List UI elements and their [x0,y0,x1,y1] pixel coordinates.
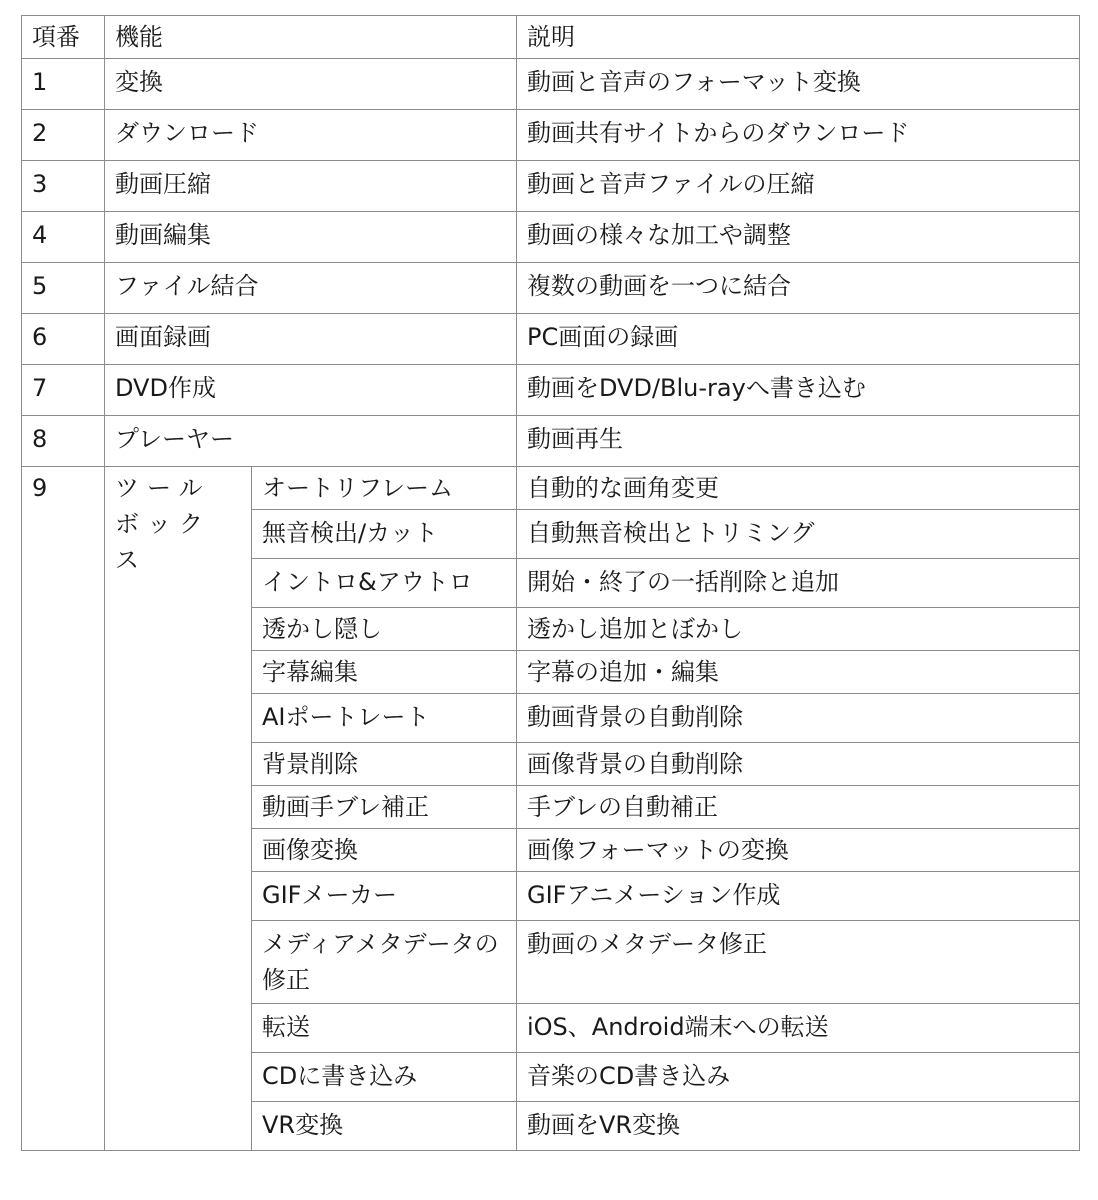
row-number: 1 [22,59,105,110]
toolbox-item-description: 自動無音検出とトリミング [517,510,1080,559]
table-row [22,467,1080,510]
row-feature: 画面録画 [105,314,517,365]
row-description: PC画面の録画 [517,314,1080,365]
toolbox-item-name: 無音検出/カット [252,510,517,559]
toolbox-item-name: 字幕編集 [252,651,517,694]
toolbox-item-description: 透かし追加とぼかし [517,608,1080,651]
toolbox-item-description: 手ブレの自動補正 [517,786,1080,829]
toolbox-item-name: AIポートレート [252,694,517,743]
features-table [21,15,1080,1151]
table-row [22,161,1080,212]
toolbox-item-description: 動画のメタデータ修正 [517,921,1080,1004]
row-feature: 動画圧縮 [105,161,517,212]
row-number: 3 [22,161,105,212]
toolbox-item-name: GIFメーカー [252,872,517,921]
toolbox-item-name: CDに書き込み [252,1053,517,1102]
toolbox-item-name: オートリフレーム [252,467,517,510]
row-feature: プレーヤー [105,416,517,467]
row-description: 動画の様々な加工や調整 [517,212,1080,263]
row-feature: 動画編集 [105,212,517,263]
row-number: 4 [22,212,105,263]
toolbox-item-description: 自動的な画角変更 [517,467,1080,510]
toolbox-item-name: 動画手ブレ補正 [252,786,517,829]
toolbox-item-name: イントロ&アウトロ [252,559,517,608]
row-number: 8 [22,416,105,467]
toolbox-item-description: 動画背景の自動削除 [517,694,1080,743]
toolbox-item-name: VR変換 [252,1102,517,1151]
row-feature: ダウンロード [105,110,517,161]
table-row [22,365,1080,416]
toolbox-item-description: 画像フォーマットの変換 [517,829,1080,872]
toolbox-item-name: 背景削除 [252,743,517,786]
toolbox-item-description: 字幕の追加・編集 [517,651,1080,694]
row-description: 複数の動画を一つに結合 [517,263,1080,314]
row-number: 7 [22,365,105,416]
row-description: 動画再生 [517,416,1080,467]
toolbox-item-name: 転送 [252,1004,517,1053]
row-description: 動画と音声ファイルの圧縮 [517,161,1080,212]
header-feature: 機能 [105,16,517,59]
toolbox-item-name: 画像変換 [252,829,517,872]
table-row [22,263,1080,314]
row-description: 動画共有サイトからのダウンロード [517,110,1080,161]
toolbox-item-name: メディアメタデータの修正 [252,921,517,1004]
toolbox-item-name: 透かし隠し [252,608,517,651]
toolbox-item-description: 音楽のCD書き込み [517,1053,1080,1102]
row-feature: ファイル結合 [105,263,517,314]
toolbox-item-description: 動画をVR変換 [517,1102,1080,1151]
row-description: 動画と音声のフォーマット変換 [517,59,1080,110]
table-header-row [22,16,1080,59]
row-number: 6 [22,314,105,365]
table-row [22,59,1080,110]
toolbox-item-description: 開始・終了の一括削除と追加 [517,559,1080,608]
toolbox-item-description: GIFアニメーション作成 [517,872,1080,921]
row-number: 2 [22,110,105,161]
row-feature: 変換 [105,59,517,110]
header-number: 項番 [22,16,105,59]
table-row [22,314,1080,365]
row-feature: DVD作成 [105,365,517,416]
row-number: 5 [22,263,105,314]
toolbox-item-description: iOS、Android端末への転送 [517,1004,1080,1053]
table-row [22,212,1080,263]
toolbox-feature: ツールボックス [105,467,252,1151]
table-row [22,110,1080,161]
toolbox-item-description: 画像背景の自動削除 [517,743,1080,786]
row-description: 動画をDVD/Blu-rayへ書き込む [517,365,1080,416]
toolbox-number: 9 [22,467,105,1151]
header-description: 説明 [517,16,1080,59]
table-row [22,416,1080,467]
